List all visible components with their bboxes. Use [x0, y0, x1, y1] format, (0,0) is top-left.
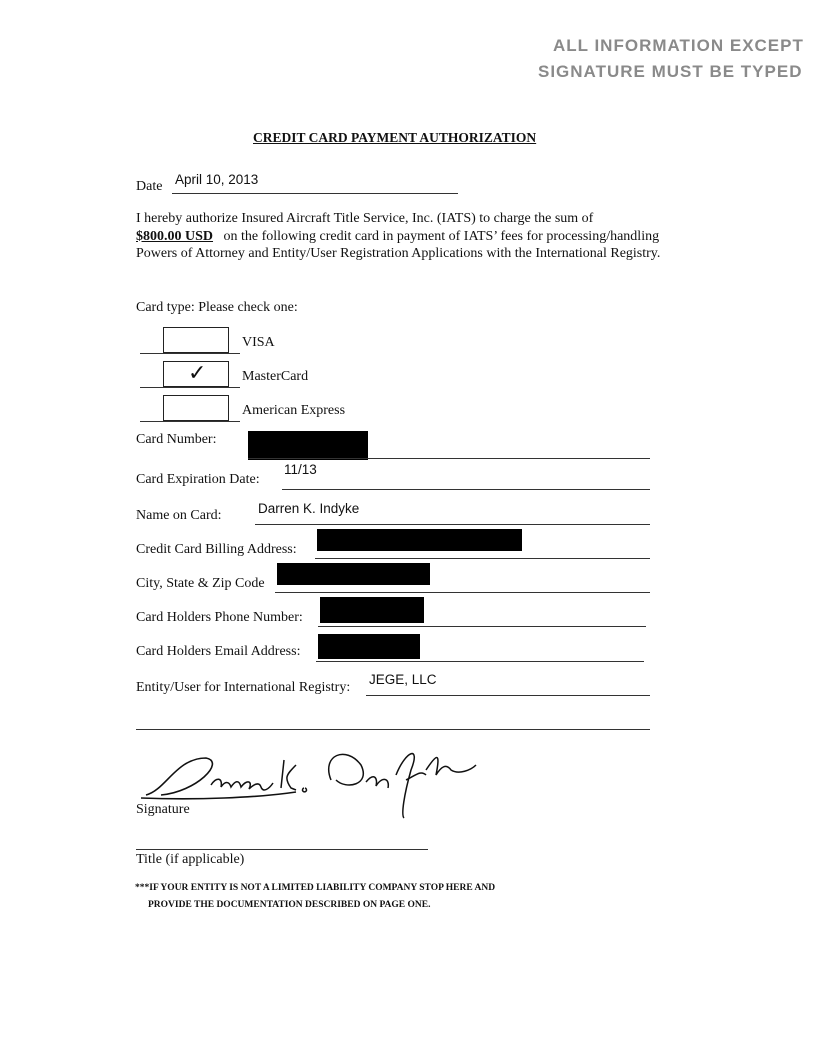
redaction-card-number: [248, 431, 368, 460]
mastercard-label: MasterCard: [242, 369, 309, 384]
entity-label: Entity/User for International Registry:: [136, 680, 351, 695]
date-line: [172, 193, 458, 194]
phone-line[interactable]: [318, 626, 646, 627]
amex-checkbox[interactable]: [163, 395, 229, 421]
visa-checkbox[interactable]: [163, 327, 229, 353]
amex-line: [140, 421, 240, 422]
form-title: CREDIT CARD PAYMENT AUTHORIZATION: [253, 130, 537, 145]
name-line: [255, 524, 650, 525]
redaction-billing: [317, 529, 522, 551]
handwritten-signature: [136, 740, 556, 820]
entity-line: [366, 695, 650, 696]
typed-notice-line2: SIGNATURE MUST BE TYPED: [538, 62, 803, 81]
footer-note-line1: ***IF YOUR ENTITY IS NOT A LIMITED LIABILITY COMPANY STOP HERE AND: [135, 883, 496, 893]
email-line[interactable]: [316, 661, 644, 662]
card-type-label: Card type: Please check one:: [136, 300, 298, 315]
card-number-line[interactable]: [248, 458, 650, 459]
typed-notice-line1: ALL INFORMATION EXCEPT: [553, 36, 804, 55]
mastercard-checkbox[interactable]: [163, 361, 229, 387]
expiration-line: [282, 489, 650, 490]
authorization-rest: on the following credit card in payment of IATS’ fees for processing/handling Powers of Attorney and Entity/User Registration Applications with the International Registry.: [136, 228, 661, 261]
signature-label: Signature: [136, 802, 190, 817]
billing-line[interactable]: [315, 558, 650, 559]
entity-value[interactable]: JEGE, LLC: [369, 672, 437, 687]
date-value[interactable]: April 10, 2013: [175, 172, 259, 187]
name-label: Name on Card:: [136, 508, 222, 523]
footer-note-line2: PROVIDE THE DOCUMENTATION DESCRIBED ON PAGE ONE.: [148, 900, 431, 910]
title-field-label: Title (if applicable): [136, 852, 245, 867]
city-line[interactable]: [275, 592, 650, 593]
city-label: City, State & Zip Code: [136, 576, 265, 591]
authorization-intro: I hereby authorize Insured Aircraft Title Service, Inc. (IATS) to charge the sum of: [136, 211, 594, 226]
expiration-value[interactable]: 11/13: [284, 462, 317, 477]
redaction-phone: [320, 597, 424, 623]
amex-label: American Express: [242, 403, 346, 418]
blank-line: [136, 729, 650, 730]
authorization-text: [136, 210, 676, 263]
mastercard-line: [140, 387, 240, 388]
date-label: Date: [136, 179, 163, 194]
name-value[interactable]: Darren K. Indyke: [258, 501, 360, 516]
title-line[interactable]: [136, 849, 428, 850]
email-label: Card Holders Email Address:: [136, 644, 301, 659]
visa-line: [140, 353, 240, 354]
phone-label: Card Holders Phone Number:: [136, 610, 303, 625]
check-icon: ✓: [188, 360, 207, 385]
card-number-label: Card Number:: [136, 432, 217, 447]
redaction-email: [318, 634, 420, 659]
expiration-label: Card Expiration Date:: [136, 472, 260, 487]
amount: $800.00 USD: [136, 228, 214, 244]
redaction-city: [277, 563, 430, 585]
visa-label: VISA: [242, 335, 275, 350]
billing-label: Credit Card Billing Address:: [136, 542, 297, 557]
